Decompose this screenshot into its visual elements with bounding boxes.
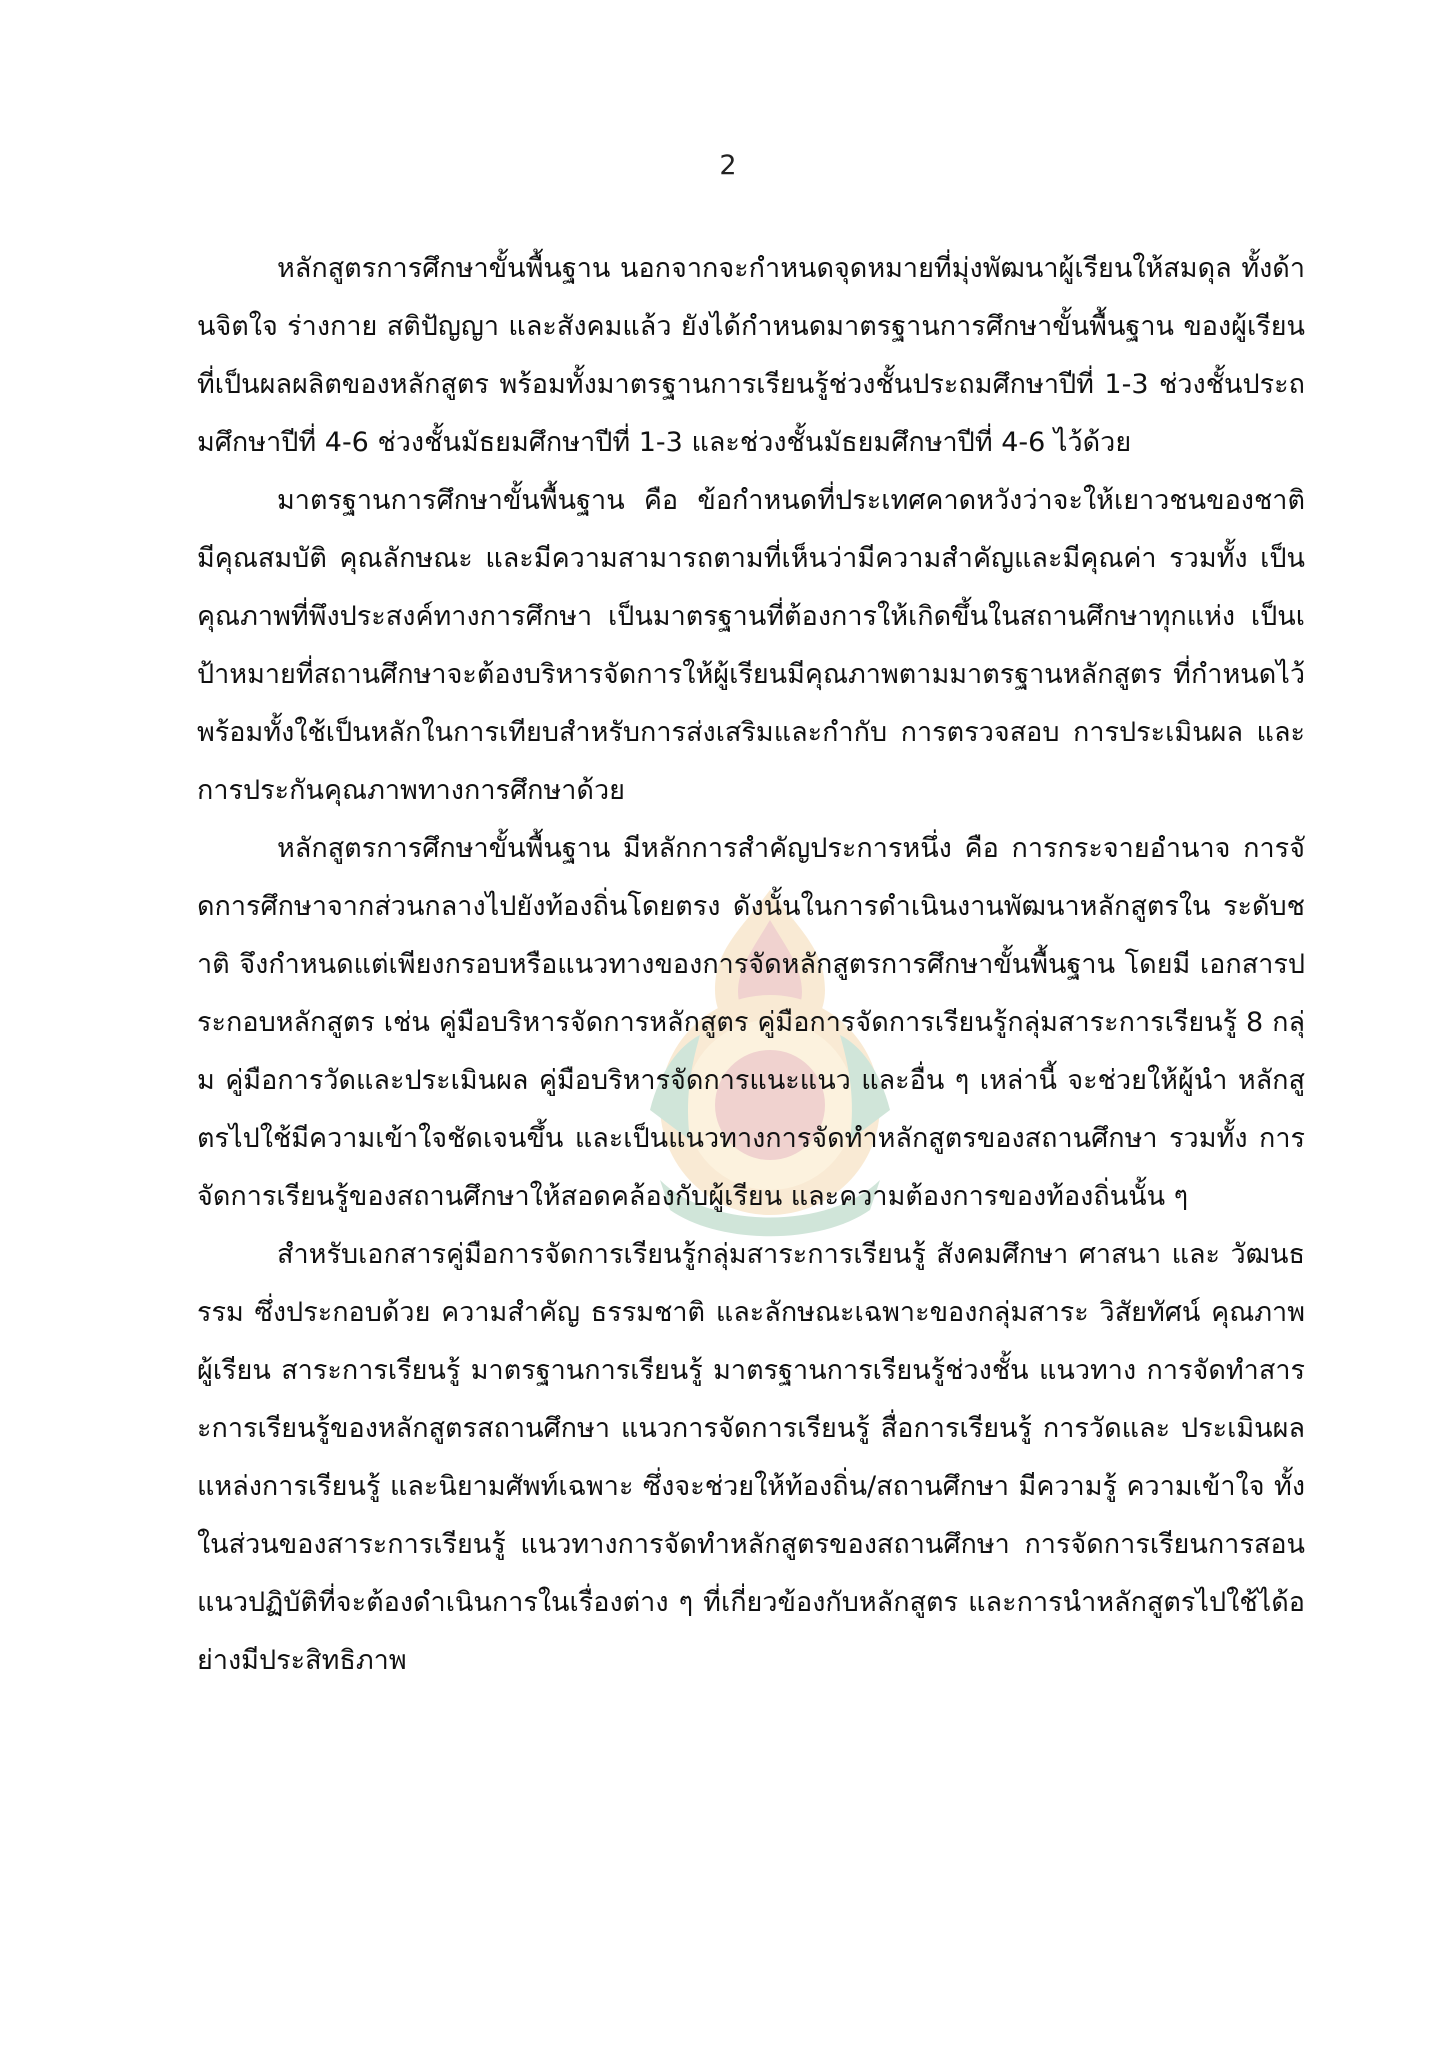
- paragraph-1: หลักสูตรการศึกษาขั้นพื้นฐาน นอกจากจะกำหนดจุดหมายที่มุ่งพัฒนาผู้เรียนให้สมดุล ทั้งด้านจิตใจ ร่างกาย สติปัญญา และสังคมแล้ว ยังได้กำหนดมาตรฐานการศึกษาขั้นพื้นฐาน ของผู้เรียนที่เป็นผลผลิตของหลักสูตร พร้อมทั้งมาตรฐานการเรียนรู้ช่วงชั้นประถมศึกษาปีที่ 1-3 ช่วงชั้นประถมศึกษาปีที่ 4-6 ช่วงชั้นมัธยมศึกษาปีที่ 1-3 และช่วงชั้นมัธยมศึกษาปีที่ 4-6 ไว้ด้วย: [197, 253, 1305, 458]
- paragraph-4: สำหรับเอกสารคู่มือการจัดการเรียนรู้กลุ่มสาระการเรียนรู้ สังคมศึกษา ศาสนา และ วัฒนธรรม ซึ่งประกอบด้วย ความสำคัญ ธรรมชาติ และลักษณะเฉพาะของกลุ่มสาระ วิสัยทัศน์ คุณภาพผู้เรียน สาระการเรียนรู้ มาตรฐานการเรียนรู้ มาตรฐานการเรียนรู้ช่วงชั้น แนวทาง การจัดทำสาระการเรียนรู้ของหลักสูตรสถานศึกษา แนวการจัดการเรียนรู้ สื่อการเรียนรู้ การวัดและ ประเมินผล แหล่งการเรียนรู้ และนิยามศัพท์เฉพาะ ซึ่งจะช่วยให้ท้องถิ่น/สถานศึกษา มีความรู้ ความเข้าใจ ทั้งในส่วนของสาระการเรียนรู้ แนวทางการจัดทำหลักสูตรของสถานศึกษา การจัดการเรียนการสอน แนวปฏิบัติที่จะต้องดำเนินการในเรื่องต่าง ๆ ที่เกี่ยวข้องกับหลักสูตร และการนำหลักสูตรไปใช้ได้อย่างมีประสิทธิภาพ: [197, 1239, 1305, 1676]
- page-number: 2: [719, 150, 737, 181]
- paragraph-2: มาตรฐานการศึกษาขั้นพื้นฐาน คือ ข้อกำหนดที่ประเทศคาดหวังว่าจะให้เยาวชนของชาติ มีคุณสมบัติ คุณลักษณะ และมีความสามารถตามที่เห็นว่ามีความสำคัญและมีคุณค่า รวมทั้ง เป็นคุณภาพที่พึงประสงค์ทางการศึกษา เป็นมาตรฐานที่ต้องการให้เกิดขึ้นในสถานศึกษาทุกแห่ง เป็นเป้าหมายที่สถานศึกษาจะต้องบริหารจัดการให้ผู้เรียนมีคุณภาพตามมาตรฐานหลักสูตร ที่กำหนดไว้ พร้อมทั้งใช้เป็นหลักในการเทียบสำหรับการส่งเสริมและกำกับ การตรวจสอบ การประเมินผล และการประกันคุณภาพทางการศึกษาด้วย: [197, 485, 1305, 806]
- paragraph-3: หลักสูตรการศึกษาขั้นพื้นฐาน มีหลักการสำคัญประการหนึ่ง คือ การกระจายอำนาจ การจัดการศึกษาจากส่วนกลางไปยังท้องถิ่นโดยตรง ดังนั้นในการดำเนินงานพัฒนาหลักสูตรใน ระดับชาติ จึงกำหนดแต่เพียงกรอบหรือแนวทางของการจัดหลักสูตรการศึกษาขั้นพื้นฐาน โดยมี เอกสารประกอบหลักสูตร เช่น คู่มือบริหารจัดการหลักสูตร คู่มือการจัดการเรียนรู้กลุ่มสาระการเรียนรู้ 8 กลุ่ม คู่มือการวัดและประเมินผล คู่มือบริหารจัดการแนะแนว และอื่น ๆ เหล่านี้ จะช่วยให้ผู้นำ หลักสูตรไปใช้มีความเข้าใจชัดเจนขึ้น และเป็นแนวทางการจัดทำหลักสูตรของสถานศึกษา รวมทั้ง การจัดการเรียนรู้ของสถานศึกษาให้สอดคล้องกับผู้เรียน และความต้องการของท้องถิ่นนั้น ๆ: [197, 833, 1305, 1212]
- document-body: [197, 240, 1305, 1690]
